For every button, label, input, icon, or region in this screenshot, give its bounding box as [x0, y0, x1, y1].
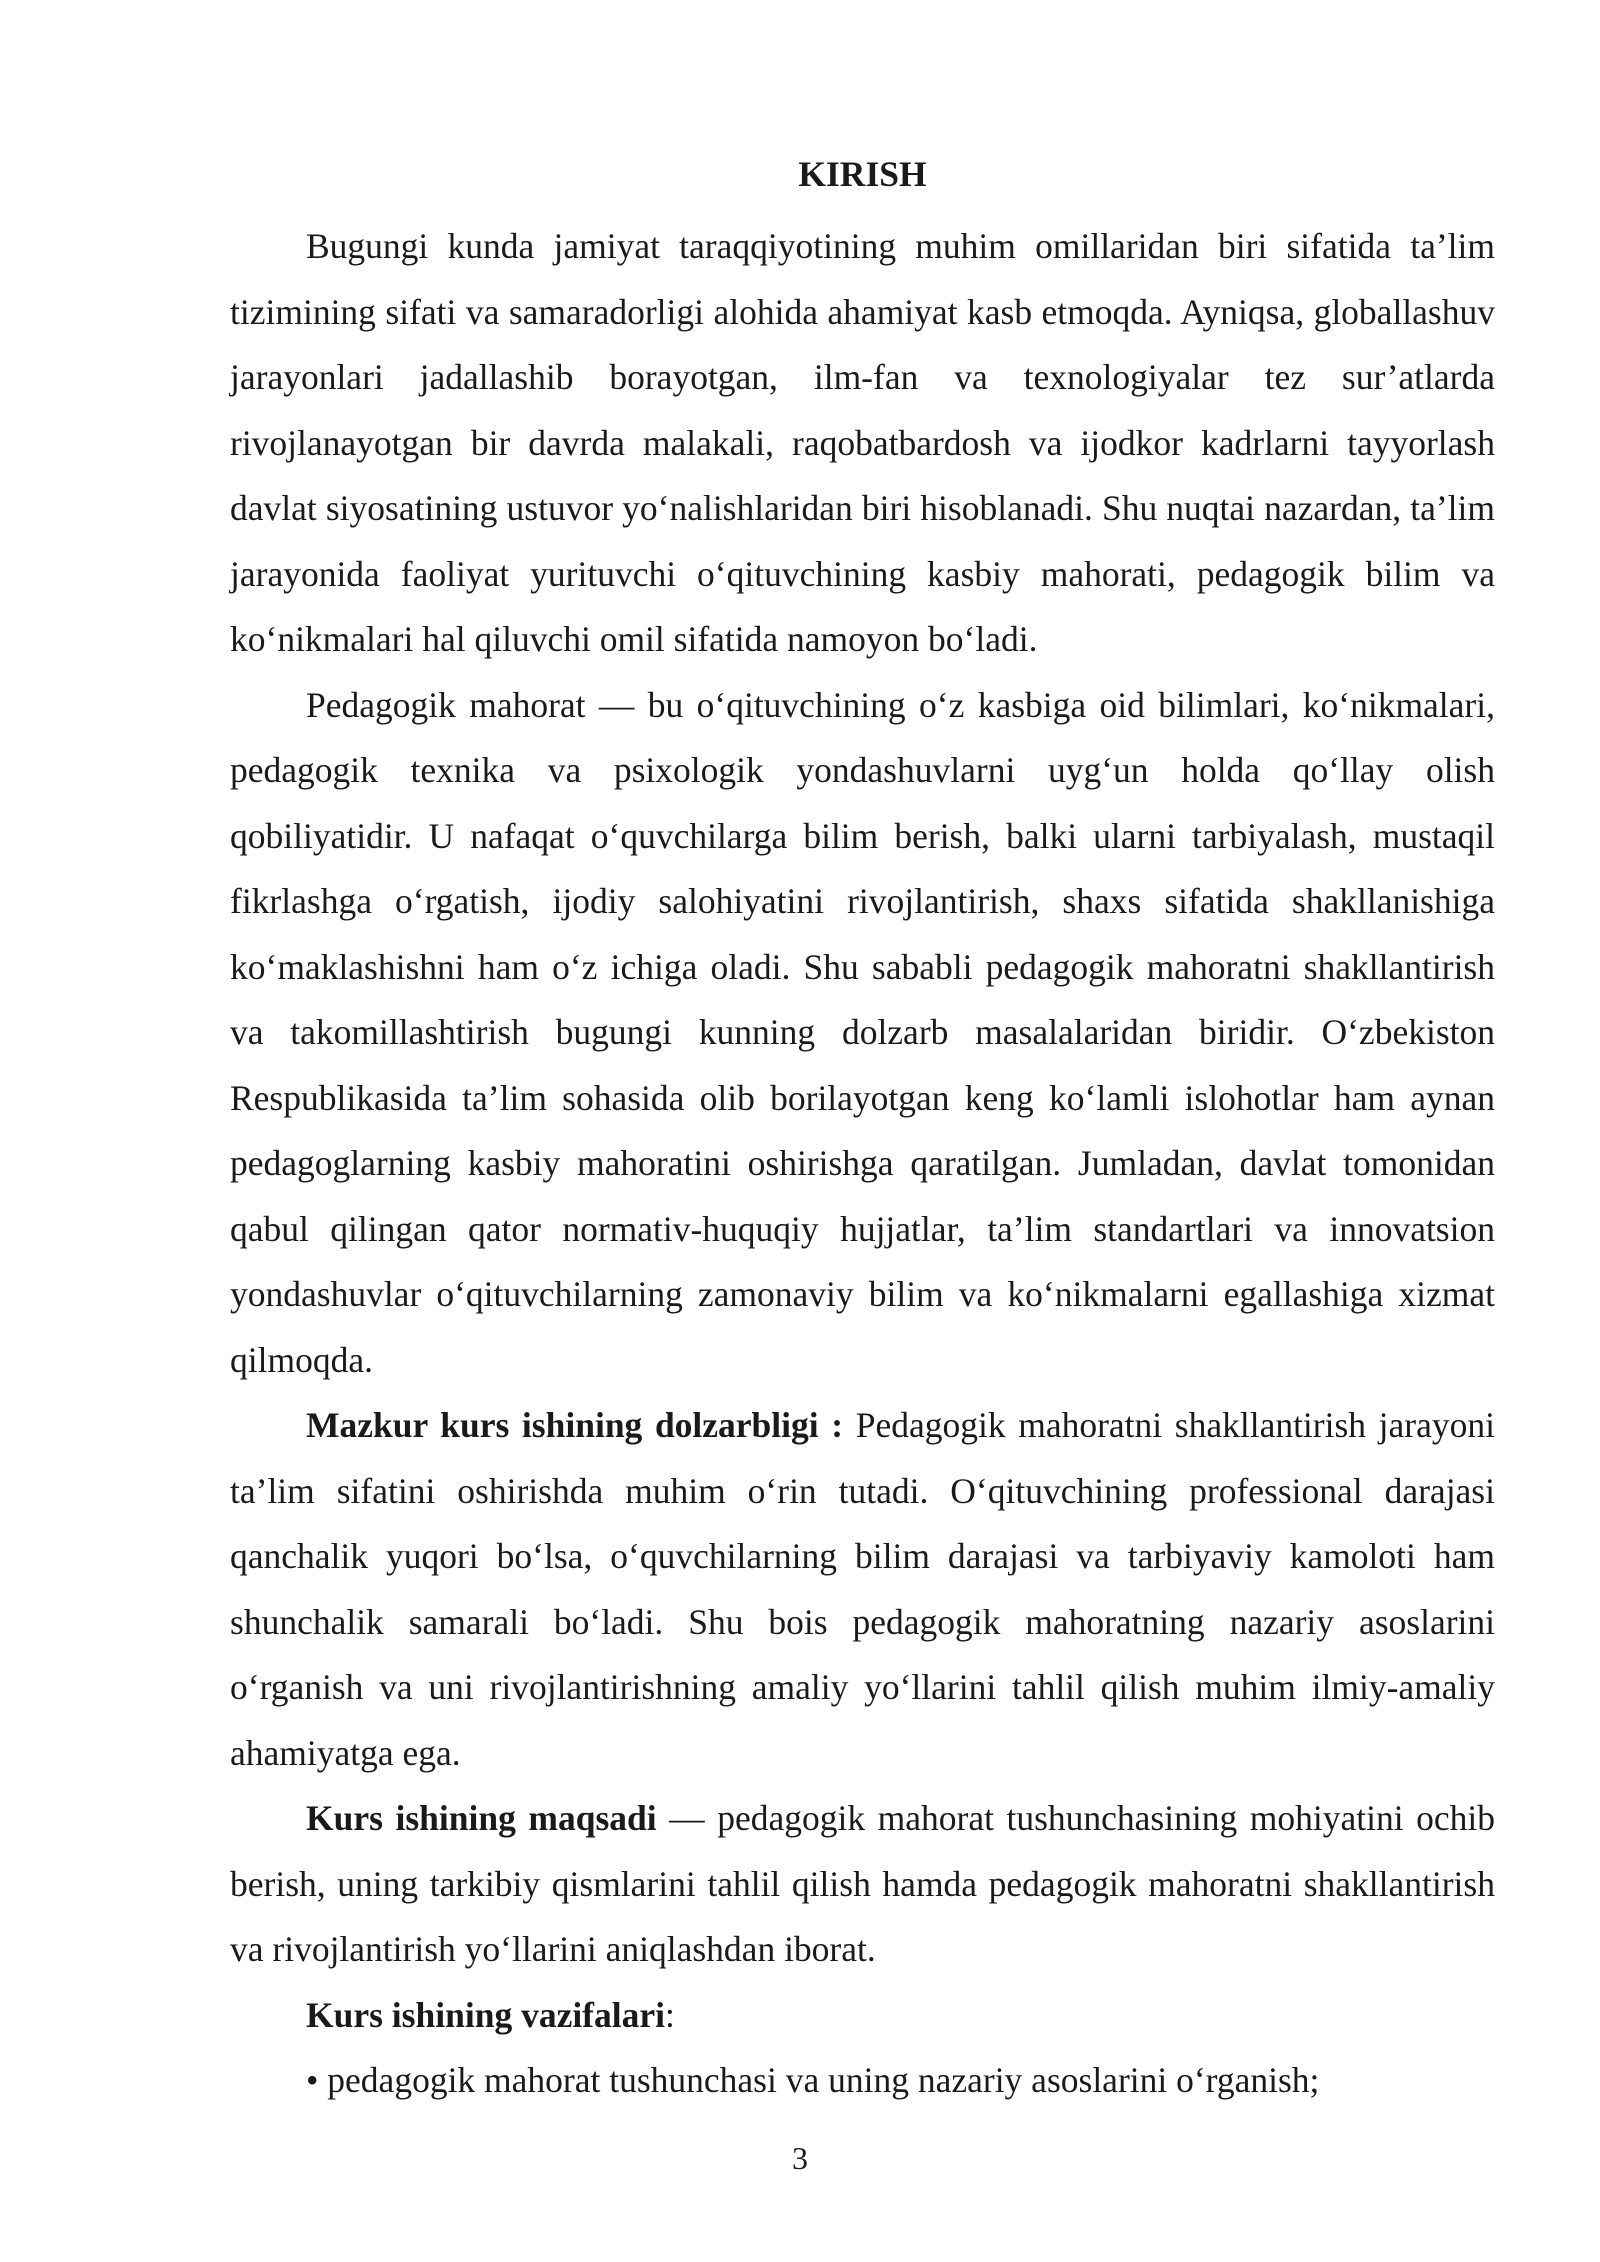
page-number: 3	[792, 2140, 808, 2176]
tasks-label: Kurs ishining vazifalari	[306, 1994, 665, 2035]
tasks-heading	[230, 1983, 1495, 2049]
relevance-text: Pedagogik mahoratni shakllantirish jarayoni ta’lim sifatini oshirishda muhim o‘rin tutadi. O‘qituvchining professional darajasi qanchalik yuqori bo‘lsa, o‘quvchilarning bilim darajasi va tarbiyaviy kamoloti ham shunchalik samarali bo‘ladi. Shu bois pedagogik mahoratning nazariy asoslarini o‘rganish va uni rivojlantirishning amaliy yo‘llarini tahlil qilish muhim ilmiy-amaliy ahamiyatga ega.	[230, 1405, 1495, 1773]
page-title: KIRISH	[798, 154, 927, 194]
goal-text: — pedagogik mahorat tushunchasining mohiyatini ochib berish, uning tarkibiy qismlarini tahlil qilish hamda pedagogik mahoratni shakllantirish va rivojlantirish yo‘llarini aniqlashdan iborat.	[230, 1798, 1495, 1969]
intro-paragraph-1: Bugungi kunda jamiyat taraqqiyotining muhim omillaridan biri sifatida ta’lim tizimining sifati va samaradorligi alohida ahamiyat kasb etmoqda. Ayniqsa, globallashuv jarayonlari jadallashib borayotgan, ilm-fan va texnologiyalar tez sur’atlarda rivojlanayotgan bir davrda malakali, raqobatbardosh va ijodkor kadrlarni tayyorlash davlat siyosatining ustuvor yo‘nalishlaridan biri hisoblanadi. Shu nuqtai nazardan, ta’lim jarayonida faoliyat yurituvchi o‘qituvchining kasbiy mahorati, pedagogik bilim va ko‘nikmalari hal qiluvchi omil sifatida namoyon bo‘ladi.	[230, 226, 1495, 659]
goal-paragraph	[230, 1786, 1495, 1983]
tasks-colon: :	[665, 1994, 675, 2035]
relevance-paragraph	[230, 1393, 1495, 1786]
task-list-item: • pedagogik mahorat tushunchasi va uning nazariy asoslarini o‘rganish;	[306, 2060, 1320, 2100]
document-body	[230, 148, 1495, 2114]
intro-paragraph-2: Pedagogik mahorat — bu o‘qituvchining o‘z kasbiga oid bilimlari, ko‘nikmalari, pedagogik texnika va psixologik yondashuvlarni uyg‘un holda qo‘llay olish qobiliyatidir. U nafaqat o‘quvchilarga bilim berish, balki ularni tarbiyalash, mustaqil fikrlashga o‘rgatish, ijodiy salohiyatini rivojlantirish, shaxs sifatida shakllanishiga ko‘maklashishni ham o‘z ichiga oladi. Shu sababli pedagogik mahoratni shakllantirish va takomillashtirish bugungi kunning dolzarb masalalaridan biridir. O‘zbekiston Respublikasida ta’lim sohasida olib borilayotgan keng ko‘lamli islohotlar ham aynan pedagoglarning kasbiy mahoratini oshirishga qaratilgan. Jumladan, davlat tomonidan qabul qilingan qator normativ-huquqiy hujjatlar, ta’lim standartlari va innovatsion yondashuvlar o‘qituvchilarning zamonaviy bilim va ko‘nikmalarni egallashiga xizmat qilmoqda.	[230, 684, 1495, 1380]
relevance-label: Mazkur kurs ishining dolzarbligi :	[306, 1405, 844, 1445]
goal-label: Kurs ishining maqsadi	[306, 1798, 657, 1838]
